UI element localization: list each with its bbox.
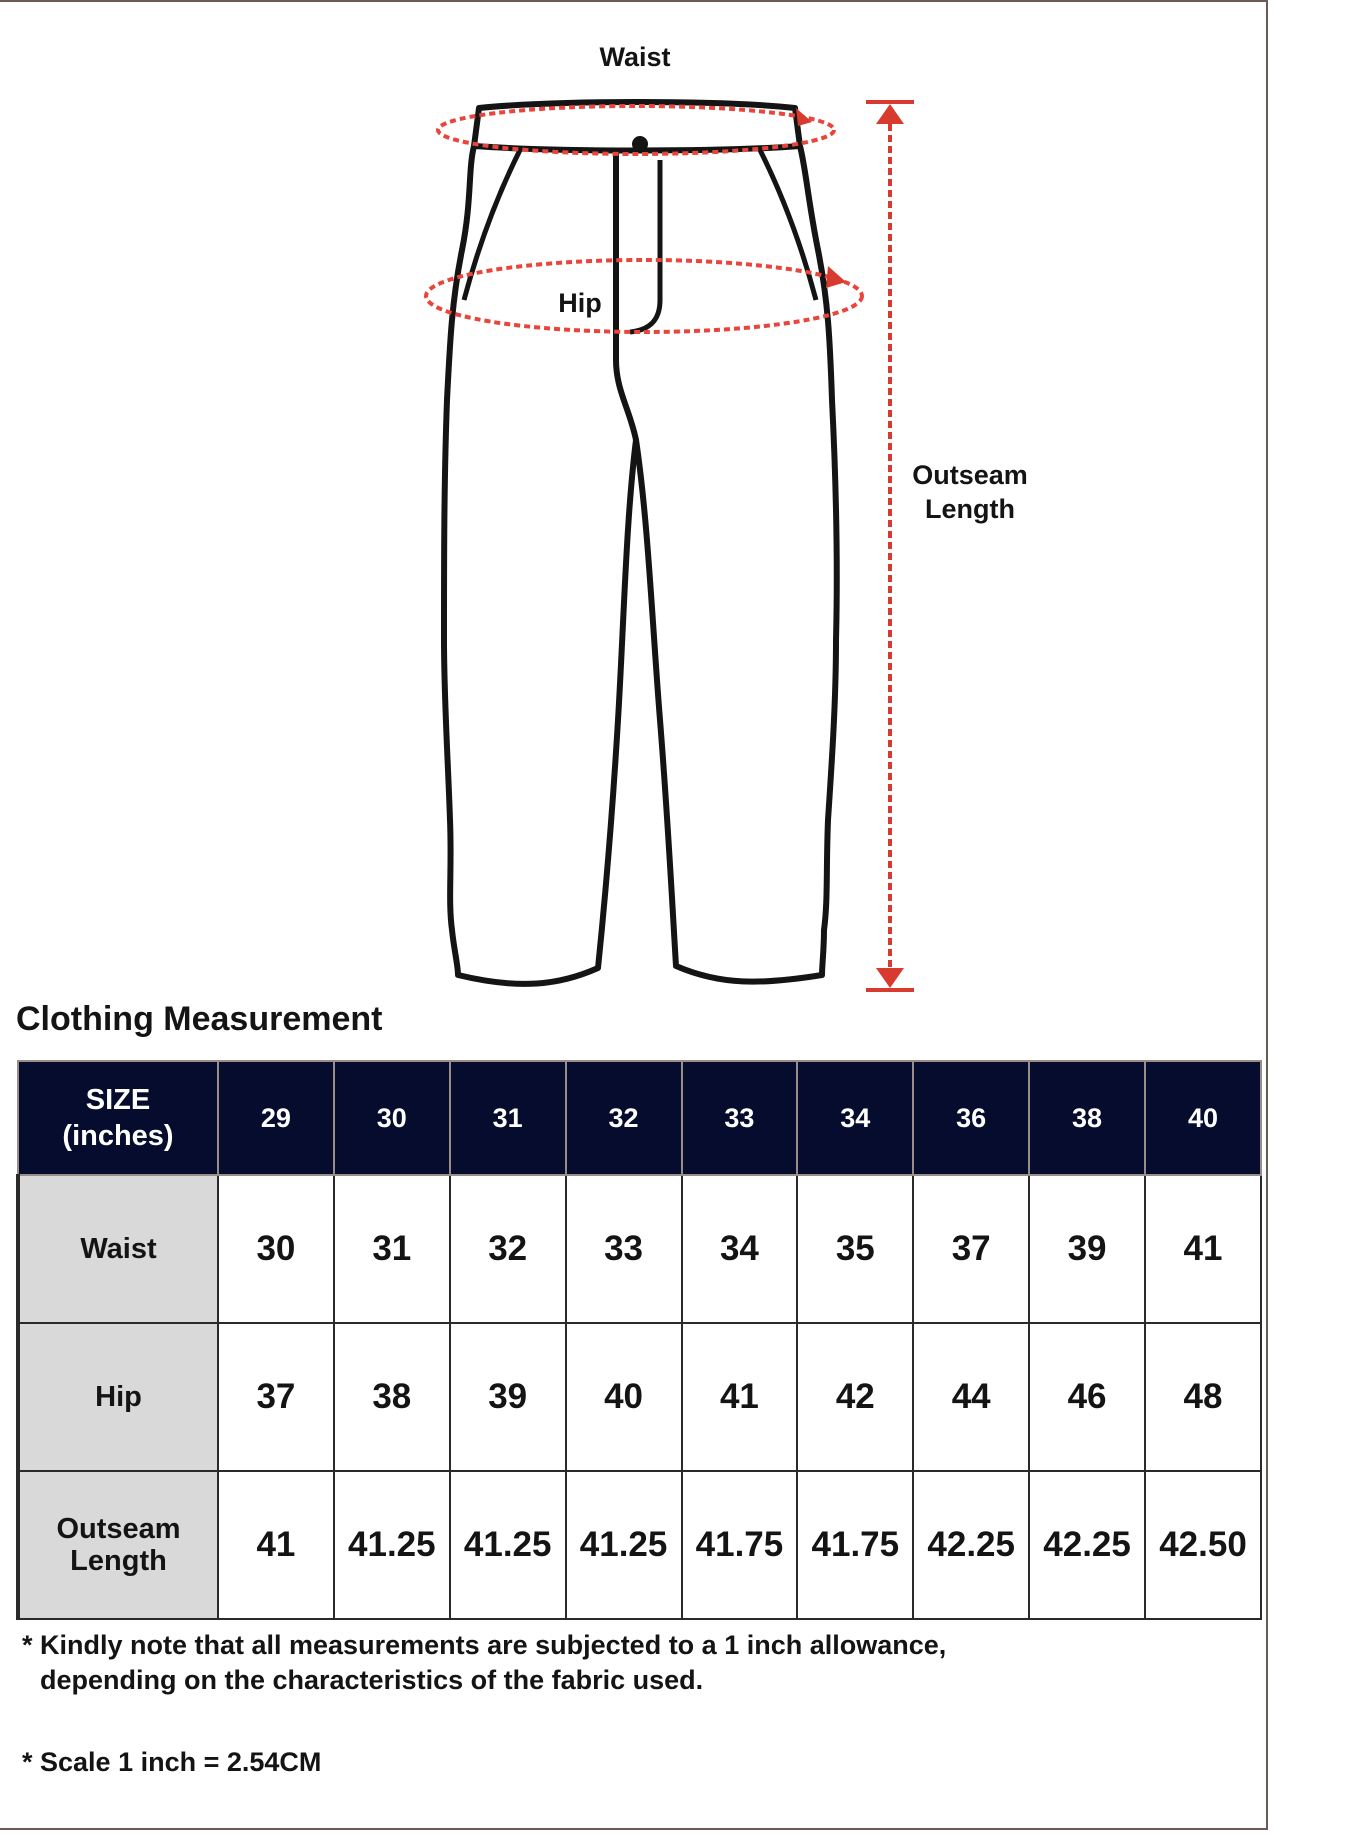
size-header-cell: 30	[334, 1061, 450, 1175]
table-cell: 42.25	[1029, 1471, 1145, 1619]
trouser-outline	[444, 146, 837, 984]
table-cell: 41	[1145, 1175, 1261, 1323]
button-icon	[632, 136, 648, 152]
table-cell: 35	[797, 1175, 913, 1323]
page-title: Clothing Measurement	[16, 1000, 383, 1038]
size-header-cell: 36	[913, 1061, 1029, 1175]
row-label-hip: Hip	[18, 1323, 218, 1471]
waist-label: Waist	[599, 42, 671, 72]
size-header-cell: 29	[218, 1061, 334, 1175]
size-header-cell: 32	[566, 1061, 682, 1175]
outseam-label	[890, 458, 1050, 526]
table-row-hip	[18, 1323, 1261, 1471]
outseam-down-arrow-icon	[876, 968, 904, 988]
size-header-cell: 33	[682, 1061, 798, 1175]
size-header-cell: 38	[1029, 1061, 1145, 1175]
size-header-line1: SIZE	[85, 1084, 151, 1116]
table-cell: 41.25	[334, 1471, 450, 1619]
row-label-outseam	[18, 1471, 218, 1619]
fly-outline	[616, 150, 636, 440]
table-cell: 33	[566, 1175, 682, 1323]
table-cell: 41.25	[450, 1471, 566, 1619]
table-cell: 39	[450, 1323, 566, 1471]
table-cell: 42.50	[1145, 1471, 1261, 1619]
table-cell: 44	[913, 1323, 1029, 1471]
size-table	[16, 1060, 1262, 1620]
table-cell: 37	[913, 1175, 1029, 1323]
row-label-outseam-line1: Outseam	[56, 1513, 181, 1545]
table-cell: 39	[1029, 1175, 1145, 1323]
size-header-line2: (inches)	[62, 1120, 174, 1152]
table-cell: 40	[566, 1323, 682, 1471]
size-header-corner	[18, 1061, 218, 1175]
outseam-up-arrow-icon	[876, 104, 904, 124]
fly-flap	[630, 160, 660, 332]
table-cell: 30	[218, 1175, 334, 1323]
size-header-cell: 34	[797, 1061, 913, 1175]
size-header-row	[18, 1061, 1261, 1175]
allowance-note	[22, 1628, 1122, 1698]
size-header-cell: 40	[1145, 1061, 1261, 1175]
table-cell: 41	[682, 1323, 798, 1471]
table-cell: 42	[797, 1323, 913, 1471]
allowance-note-line2: depending on the characteristics of the fabric used.	[40, 1665, 704, 1695]
outseam-label-line2: Length	[925, 494, 1015, 524]
hip-label: Hip	[558, 288, 602, 318]
table-cell: 41	[218, 1471, 334, 1619]
table-row-waist	[18, 1175, 1261, 1323]
scale-note: * Scale 1 inch = 2.54CM	[22, 1747, 322, 1777]
hip-measure-ellipse	[426, 260, 862, 332]
table-cell: 48	[1145, 1323, 1261, 1471]
table-cell: 34	[682, 1175, 798, 1323]
table-cell: 37	[218, 1323, 334, 1471]
table-cell: 38	[334, 1323, 450, 1471]
size-header-cell: 31	[450, 1061, 566, 1175]
table-cell: 41.75	[797, 1471, 913, 1619]
table-row-outseam	[18, 1471, 1261, 1619]
allowance-note-line1: * Kindly note that all measurements are subjected to a 1 inch allowance,	[22, 1630, 947, 1660]
row-label-outseam-line2: Length	[70, 1545, 167, 1577]
table-cell: 46	[1029, 1323, 1145, 1471]
table-cell: 41.25	[566, 1471, 682, 1619]
table-cell: 42.25	[913, 1471, 1029, 1619]
outseam-label-line1: Outseam	[912, 460, 1028, 490]
hip-arrow-icon	[826, 266, 846, 288]
table-cell: 41.75	[682, 1471, 798, 1619]
table-cell: 31	[334, 1175, 450, 1323]
row-label-waist: Waist	[18, 1175, 218, 1323]
table-cell: 32	[450, 1175, 566, 1323]
